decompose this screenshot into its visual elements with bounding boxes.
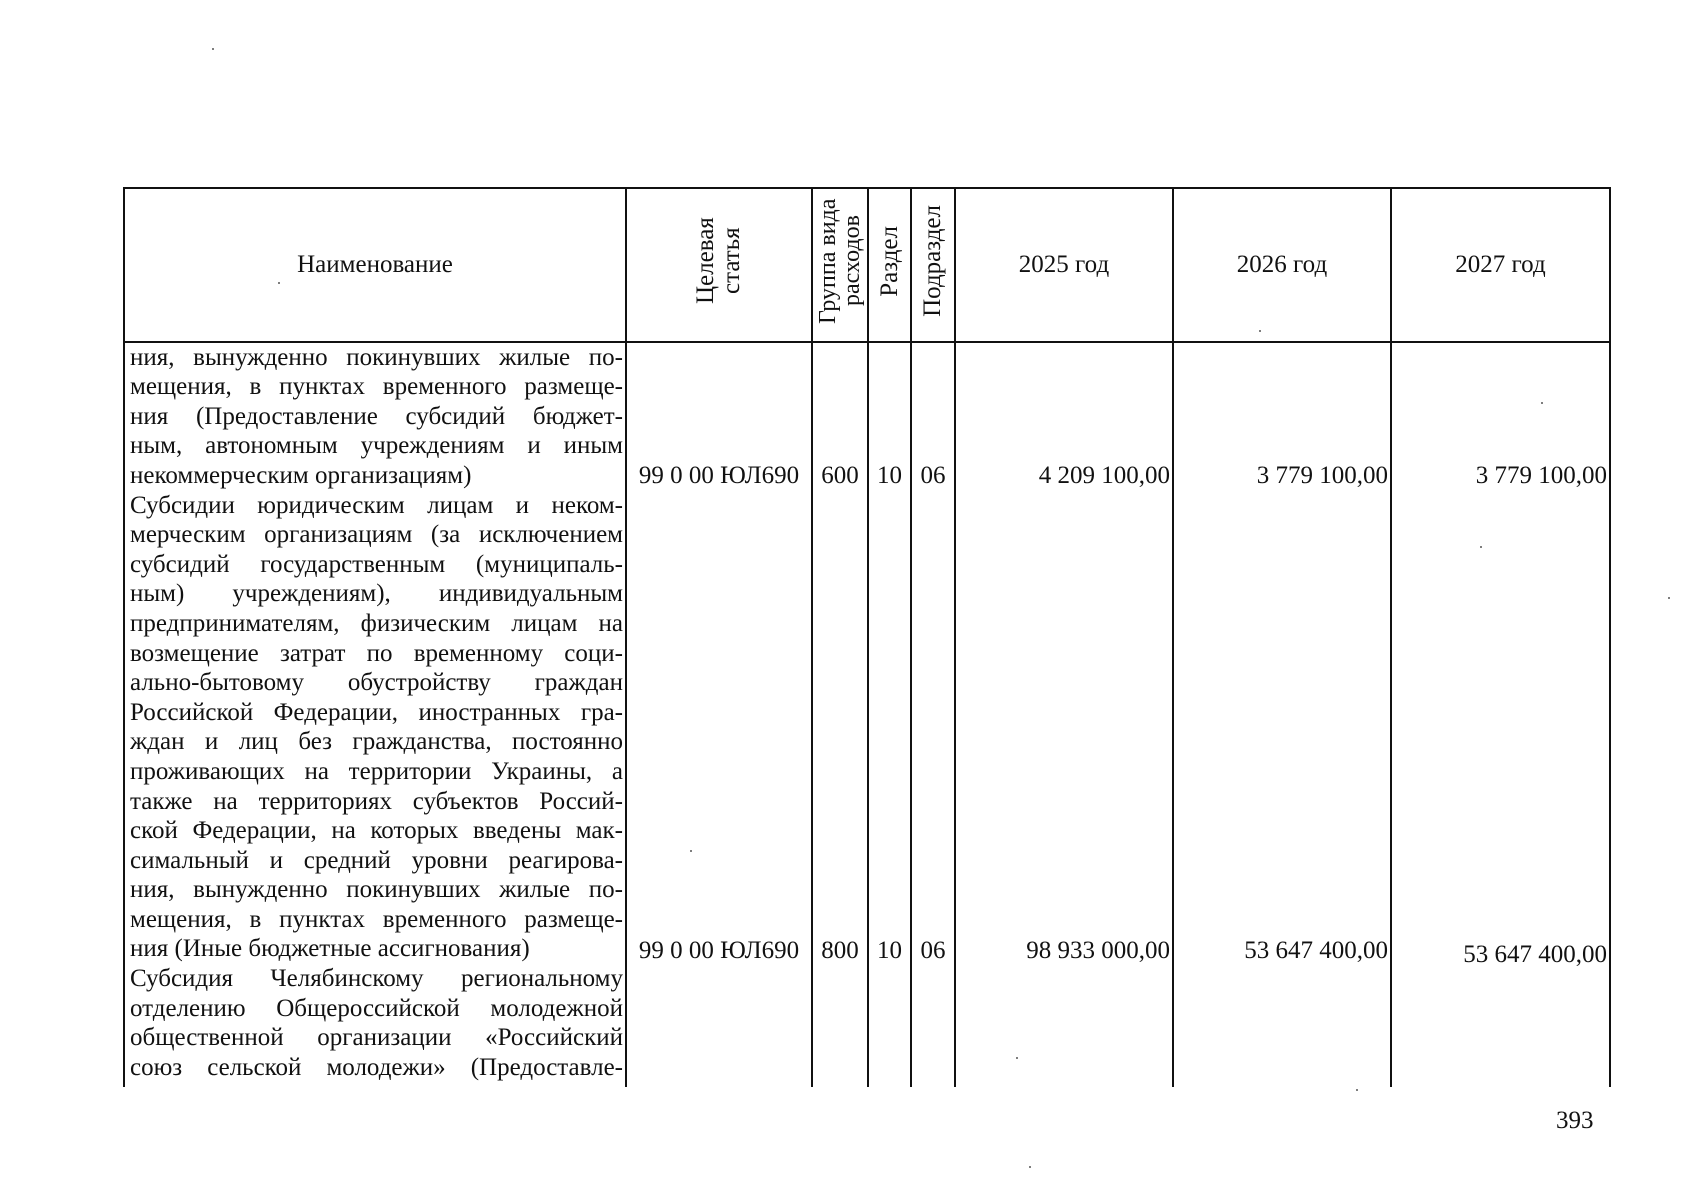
table-header-row	[124, 188, 1610, 342]
name-line: ния (Иные бюджетные ассигнования)	[130, 935, 530, 963]
year-2026-cell	[1173, 342, 1391, 1087]
header-expense-group: Группа вида расходов	[812, 188, 868, 342]
subsection-cell	[911, 342, 955, 1087]
header-year-2025: 2025 год	[955, 188, 1173, 342]
name-line: Субсидии юридическим лицам и неком-	[130, 491, 623, 519]
row1-2027-value: 3 779 100,00	[1475, 461, 1607, 489]
name-line: мещения, в пунктах временного размеще-	[130, 373, 623, 401]
year-2027-cell	[1391, 342, 1610, 1087]
expense-group-cell	[812, 342, 868, 1087]
row1-expense-group: 600	[821, 461, 859, 489]
target-article-cell	[626, 342, 812, 1087]
name-line: ния, вынужденно покинувших жилые по-	[130, 876, 623, 904]
scan-speck	[1480, 546, 1482, 548]
header-name: Наименование	[124, 188, 626, 342]
name-line: возмещение затрат по временному соци-	[130, 639, 623, 667]
header-section: Раздел	[868, 188, 911, 342]
row2-target-article: 99 0 00 ЮЛ690	[638, 936, 800, 964]
name-line: Субсидия Челябинскому региональному	[130, 965, 623, 993]
name-line: также на территориях субъектов Россий-	[130, 787, 623, 815]
row2-2026-value: 53 647 400,00	[1244, 936, 1388, 964]
name-line: ния (Предоставление субсидий бюджет-	[130, 402, 623, 430]
name-line: симальный и средний уровни реагирова-	[130, 846, 623, 874]
name-text	[130, 343, 623, 1087]
name-line: отделению Общероссийской молодежной	[130, 994, 623, 1022]
name-line: ным, автономным учреждениям и иным	[130, 432, 623, 460]
row1-target-article: 99 0 00 ЮЛ690	[638, 461, 800, 489]
header-year-2026: 2026 год	[1173, 188, 1391, 342]
scan-speck	[212, 48, 214, 50]
page-number: 393	[1556, 1107, 1594, 1134]
row2-2025-value: 98 933 000,00	[1026, 936, 1170, 964]
section-cell	[868, 342, 911, 1087]
name-line: общественной организации «Российский	[130, 1024, 623, 1052]
name-line: ально-бытовому обустройству граждан	[130, 669, 623, 697]
row1-2026-value: 3 779 100,00	[1256, 461, 1388, 489]
header-year-2027: 2027 год	[1391, 188, 1610, 342]
name-line: союз сельской молодежи» (Предоставле-	[130, 1053, 623, 1081]
name-cell	[124, 342, 626, 1087]
name-line: ской Федерации, на которых введены мак-	[130, 817, 623, 845]
row1-subsection: 06	[920, 461, 946, 489]
scan-speck	[1029, 1166, 1031, 1168]
header-subsection: Подраздел	[911, 188, 955, 342]
row2-subsection: 06	[920, 936, 946, 964]
name-line: ным) учреждениям), индивидуальным	[130, 580, 623, 608]
table-body-row	[124, 342, 1610, 1087]
header-target-article: Целевая статья	[626, 188, 812, 342]
year-2025-cell	[955, 342, 1173, 1087]
name-line: мерческим организациям (за исключением	[130, 521, 623, 549]
name-line: ждан и лиц без гражданства, постоянно	[130, 728, 623, 756]
name-line: мещения, в пунктах временного размеще-	[130, 905, 623, 933]
scan-speck	[1668, 597, 1670, 599]
row2-section: 10	[877, 936, 902, 964]
name-line: Российской Федерации, иностранных гра-	[130, 698, 623, 726]
scan-speck	[1016, 1057, 1018, 1059]
name-line: ния, вынужденно покинувших жилые по-	[130, 343, 623, 371]
scan-speck	[1259, 330, 1261, 332]
name-line: проживающих на территории Украины, а	[130, 757, 623, 785]
row2-2027-value: 53 647 400,00	[1463, 940, 1607, 968]
scan-speck	[1541, 402, 1543, 404]
name-line: предпринимателям, физическим лицам на	[130, 609, 623, 637]
budget-table	[123, 187, 1611, 1087]
scan-speck	[690, 850, 692, 852]
row1-2025-value: 4 209 100,00	[1038, 461, 1170, 489]
row2-expense-group: 800	[821, 936, 859, 964]
scan-speck	[1356, 1089, 1358, 1091]
name-line: некоммерческим организациям)	[130, 461, 472, 489]
row1-section: 10	[877, 461, 902, 489]
scan-speck	[278, 282, 280, 284]
name-line: субсидий государственным (муниципаль-	[130, 550, 623, 578]
